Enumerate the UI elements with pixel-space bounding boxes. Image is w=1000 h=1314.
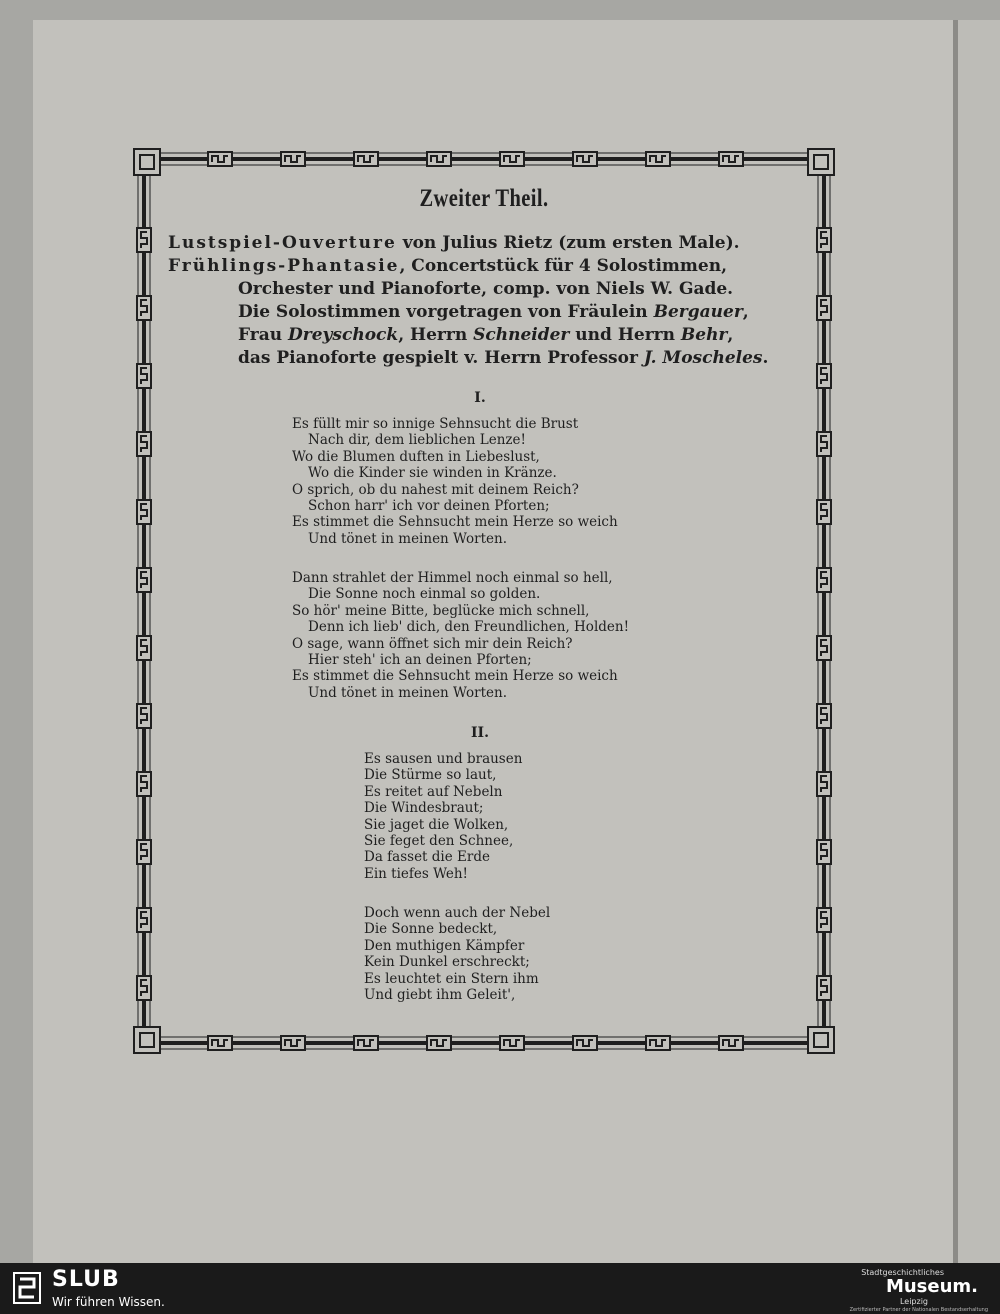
performer-name: Bergauer	[653, 302, 743, 322]
stanza-3	[364, 751, 522, 882]
stanza-2	[292, 570, 629, 701]
program-text: und Herrn	[569, 325, 681, 345]
stanza-4	[364, 905, 550, 1003]
performer-name: Schneider	[473, 325, 570, 345]
program-line	[168, 301, 808, 324]
verse-line: Es stimmet die Sehnsucht mein Herze so weich	[292, 514, 618, 531]
verse-line: Und tönet in meinen Worten.	[308, 530, 507, 547]
program-work-title: Frühlings-Phantasie	[168, 256, 400, 276]
museum-label: Stadtgeschichtliches	[861, 1268, 944, 1277]
program-text: , Herrn	[398, 325, 474, 345]
verse-line: Und giebt ihm Geleit',	[364, 987, 516, 1004]
verse-line: Sie feget den Schnee,	[364, 833, 514, 850]
program-text: .	[762, 348, 769, 368]
verse-line: O sage, wann öffnet sich mir dein Reich?	[292, 635, 573, 652]
verse-line: Es stimmet die Sehnsucht mein Herze so weich	[292, 668, 618, 685]
program-list	[168, 232, 808, 370]
verse-line: Es leuchtet ein Stern ihm	[364, 970, 539, 987]
performer-name: Behr	[680, 325, 728, 345]
verse-line: Es füllt mir so innige Sehnsucht die Brust	[292, 416, 579, 432]
section-heading-2: II.	[471, 725, 489, 741]
section-heading-1: I.	[474, 390, 486, 406]
verse-line: Nach dir, dem lieblichen Lenze!	[308, 432, 526, 449]
slub-logo-icon[interactable]	[12, 1271, 42, 1305]
verse-line: O sprich, ob du nahest mit deinem Reich?	[292, 481, 579, 498]
verse-line: Hier steh' ich an deinen Pforten;	[308, 652, 532, 669]
stanza-1	[292, 416, 618, 547]
program-line	[168, 324, 808, 347]
verse-line: Doch wenn auch der Nebel	[364, 905, 551, 921]
verse-line: Schon harr' ich vor deinen Pforten;	[308, 498, 550, 515]
verse-line: Denn ich lieb' dich, den Freundlichen, Holden!	[308, 619, 630, 636]
verse-line: Die Sonne noch einmal so golden.	[308, 586, 541, 603]
program-text: Die Solostimmen vorgetragen von Fräulein	[238, 302, 654, 322]
program-text: ,	[727, 325, 734, 345]
verse-line: Den muthigen Kämpfer	[364, 937, 525, 954]
verse-line: Ein tiefes Weh!	[364, 865, 468, 882]
verse-line: Es sausen und brausen	[364, 751, 523, 767]
museum-city: Leipzig	[899, 1297, 928, 1306]
verse-line: Die Windesbraut;	[364, 800, 484, 817]
verse-line: Die Stürme so laut,	[364, 767, 497, 784]
verse-line: Und tönet in meinen Worten.	[308, 684, 507, 701]
program-item-overture	[168, 232, 808, 255]
verse-line: Sie jaget die Wolken,	[364, 816, 509, 833]
verse-line: Wo die Blumen duften in Liebeslust,	[292, 448, 540, 465]
program-work-detail: von Julius Rietz (zum ersten Male).	[396, 233, 740, 253]
performer-name: Dreyschock	[288, 325, 399, 345]
program-content	[130, 145, 838, 1057]
performer-name: J. Moscheles	[643, 348, 763, 368]
verse-line: So hör' meine Bitte, beglücke mich schnell,	[292, 602, 590, 619]
adjacent-page-edge	[958, 20, 1000, 1263]
program-text: das Pianoforte gespielt v. Herrn Professor	[238, 348, 644, 368]
program-work-detail: , Concertstück für 4 Solostimmen,	[399, 256, 728, 276]
program-text: ,	[742, 302, 749, 322]
slub-tagline: Wir führen Wissen.	[52, 1295, 165, 1309]
program-line: Orchester und Pianoforte, comp. von Niels W. Gade.	[238, 279, 734, 299]
program-work-title: Lustspiel-Ouverture	[168, 233, 397, 253]
verse-line: Da fasset die Erde	[364, 849, 490, 866]
program-line	[168, 347, 808, 370]
museum-logo-text[interactable]: Museum.	[885, 1276, 978, 1297]
verse-line: Dann strahlet der Himmel noch einmal so hell,	[292, 570, 613, 586]
verse-line: Wo die Kinder sie winden in Kränze.	[308, 465, 557, 482]
museum-certification-note: Zertifizierter Partner der Nationalen Bestandserhaltung	[849, 1307, 988, 1313]
verse-line: Die Sonne bedeckt,	[364, 921, 498, 938]
verse-line: Kein Dunkel erschreckt;	[364, 954, 530, 971]
program-item-phantasie	[168, 255, 808, 278]
slub-logo-text[interactable]: SLUB	[52, 1267, 120, 1292]
page-title: Zweiter Theil.	[419, 185, 549, 212]
program-text: Frau	[238, 325, 289, 345]
footer-bar	[0, 1263, 1000, 1314]
verse-line: Es reitet auf Nebeln	[364, 783, 503, 800]
